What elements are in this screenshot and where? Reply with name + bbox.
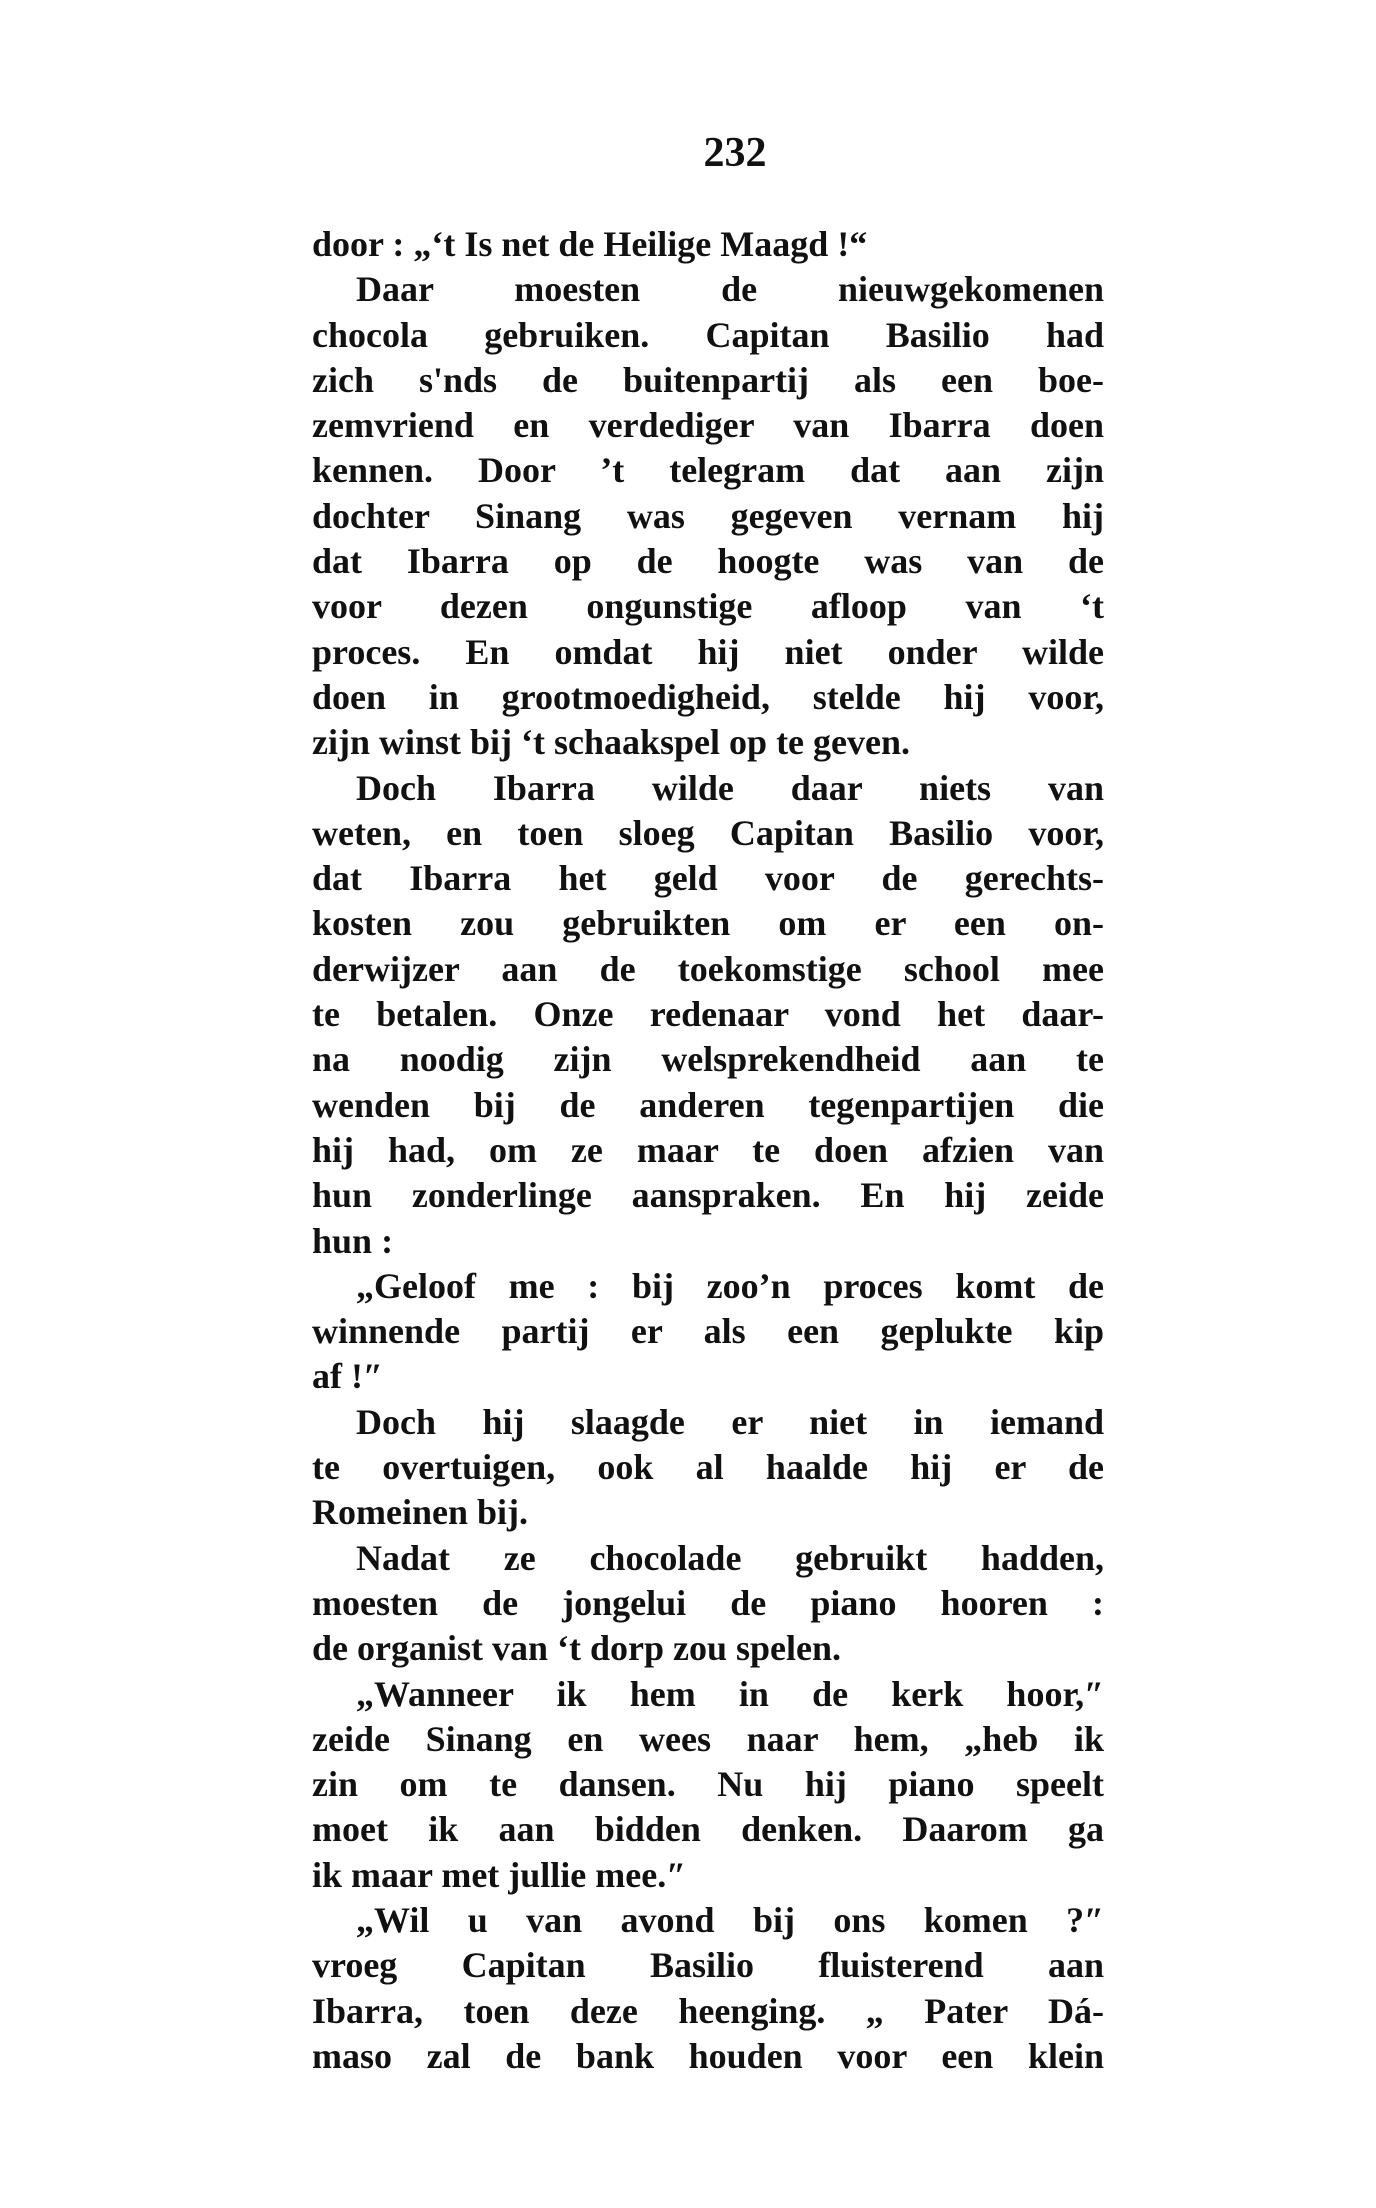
text-line: te betalen. Onze redenaar vond het daar- — [312, 994, 1104, 1035]
text-line: winnende partij er als een geplukte kip — [312, 1311, 1104, 1352]
text-line: af !″ — [312, 1356, 383, 1397]
text-line: Doch hij slaagde er niet in iemand — [356, 1401, 1104, 1442]
paragraph — [312, 1536, 1104, 1672]
text-line: de organist van ‘t dorp zou spelen. — [312, 1628, 842, 1669]
text-line: dochter Sinang was gegeven vernam hij — [312, 495, 1104, 536]
text-line: Daar moesten de nieuwgekomenen — [356, 269, 1104, 310]
text-line: weten, en toen sloeg Capitan Basilio voor, — [312, 812, 1104, 853]
text-line: zemvriend en verdediger van Ibarra doen — [312, 405, 1104, 446]
paragraph — [312, 1898, 1104, 2079]
text-line: dat Ibarra op de hoogte was van de — [312, 541, 1104, 582]
text-line: moet ik aan bidden denken. Daarom ga — [312, 1809, 1104, 1850]
text-line: hun : — [312, 1220, 394, 1261]
text-line: „Wil u van avond bij ons komen ?″ — [356, 1899, 1104, 1940]
text-line: ik maar met jullie mee.″ — [312, 1854, 687, 1895]
text-line: maso zal de bank houden voor een klein — [312, 2035, 1104, 2076]
text-line: doen in grootmoedigheid, stelde hij voor, — [312, 676, 1104, 717]
text-line: te overtuigen, ook al haalde hij er de — [312, 1447, 1104, 1488]
text-line: voor dezen ongunstige afloop van ‘t — [312, 586, 1104, 627]
paragraph — [312, 267, 1104, 765]
text-line: proces. En omdat hij niet onder wilde — [312, 631, 1104, 672]
paragraph — [312, 766, 1104, 1264]
text-line: „Wanneer ik hem in de kerk hoor,″ — [356, 1673, 1104, 1714]
text-line: derwijzer aan de toekomstige school mee — [312, 948, 1104, 989]
text-line: moesten de jongelui de piano hooren : — [312, 1582, 1104, 1623]
paragraph — [312, 1400, 1104, 1536]
text-line: Romeinen bij. — [312, 1492, 528, 1533]
text-line: kosten zou gebruikten om er een on- — [312, 903, 1104, 944]
text-line: zin om te dansen. Nu hij piano speelt — [312, 1764, 1104, 1805]
text-line: wenden bij de anderen tegenpartijen die — [312, 1084, 1104, 1125]
paragraph — [312, 1672, 1104, 1898]
text-line: Nadat ze chocolade gebruikt hadden, — [356, 1537, 1104, 1578]
text-line: na noodig zijn welsprekendheid aan te — [312, 1039, 1104, 1080]
text-line: Ibarra, toen deze heenging. „ Pater Dá- — [312, 1990, 1104, 2031]
text-line: „Geloof me : bij zoo’n proces komt de — [356, 1265, 1104, 1306]
text-line: zich s'nds de buitenpartij als een boe- — [312, 359, 1104, 400]
paragraph — [312, 1264, 1104, 1400]
text-line: door : „‘t Is net de Heilige Maagd !“ — [312, 224, 868, 264]
text-line: dat Ibarra het geld voor de gerechts- — [312, 858, 1104, 899]
text-line: vroeg Capitan Basilio fluisterend aan — [312, 1945, 1104, 1986]
text-line: kennen. Door ’t telegram dat aan zijn — [312, 450, 1104, 491]
body-text — [312, 222, 1104, 2079]
text-line: zeide Sinang en wees naar hem, „heb ik — [312, 1718, 1104, 1759]
paragraph — [312, 222, 1104, 267]
text-line: hun zonderlinge aanspraken. En hij zeide — [312, 1175, 1104, 1216]
text-line: zijn winst bij ‘t schaakspel op te geven. — [312, 722, 911, 763]
text-line: hij had, om ze maar te doen afzien van — [312, 1129, 1104, 1170]
page-number: 232 — [703, 130, 767, 176]
text-line: chocola gebruiken. Capitan Basilio had — [312, 314, 1104, 355]
text-line: Doch Ibarra wilde daar niets van — [356, 767, 1104, 808]
